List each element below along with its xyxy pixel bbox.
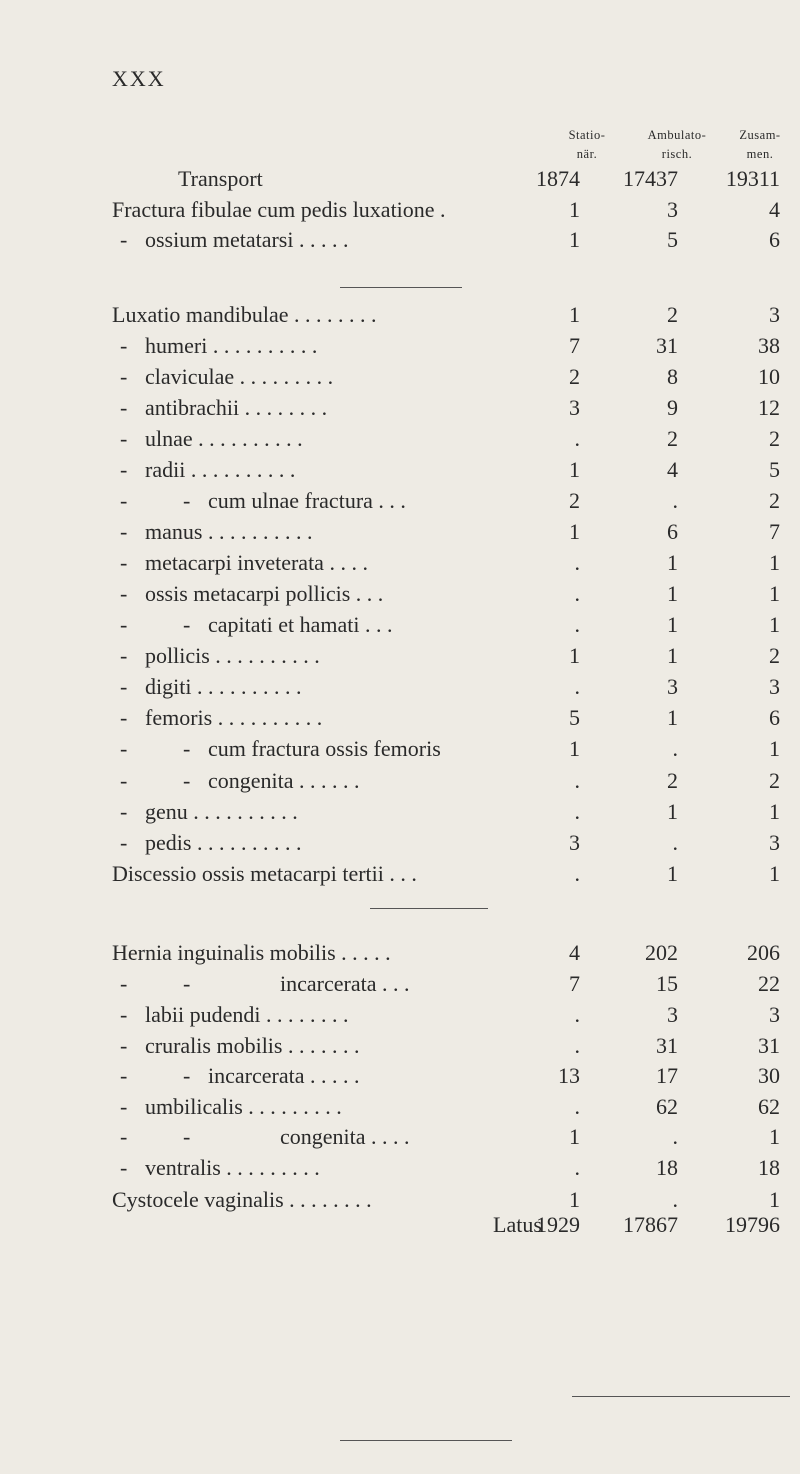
stationar-value: 2 bbox=[569, 488, 580, 513]
table-row bbox=[0, 486, 800, 516]
stationar-value: . bbox=[574, 799, 580, 824]
zusammen-value: 1 bbox=[769, 799, 780, 824]
ambulatorisch-value: 6 bbox=[667, 519, 678, 544]
ambulatorisch-value: 3 bbox=[667, 674, 678, 699]
table-row bbox=[0, 195, 800, 225]
zusammen-value: 7 bbox=[769, 519, 780, 544]
row-label: Transport bbox=[178, 166, 263, 191]
ambulatorisch-value: 2 bbox=[667, 426, 678, 451]
stationar-value: 13 bbox=[558, 1063, 580, 1088]
ditto-mark: - bbox=[120, 705, 128, 730]
ditto-mark: - bbox=[120, 395, 128, 420]
ambulatorisch-value: 31 bbox=[656, 333, 678, 358]
stationar-value: 1 bbox=[569, 457, 580, 482]
stationar-value: . bbox=[574, 1033, 580, 1058]
table-row bbox=[0, 331, 800, 361]
zusammen-value: 1 bbox=[769, 550, 780, 575]
ambulatorisch-value: 1 bbox=[667, 581, 678, 606]
zusammen-value: 4 bbox=[769, 197, 780, 222]
ambulatorisch-value: 1 bbox=[667, 705, 678, 730]
ambulatorisch-value: 8 bbox=[667, 364, 678, 389]
row-label: femoris . . . . . . . . . . bbox=[145, 705, 323, 730]
ditto-mark: - bbox=[183, 768, 191, 793]
zusammen-value: 2 bbox=[769, 643, 780, 668]
table-row bbox=[0, 1092, 800, 1122]
ditto-mark: - bbox=[120, 519, 128, 544]
ditto-mark: - bbox=[183, 736, 191, 761]
ditto-mark: - bbox=[120, 581, 128, 606]
ditto-mark: - bbox=[120, 643, 128, 668]
ditto-mark: - bbox=[183, 612, 191, 637]
table-row bbox=[0, 393, 800, 423]
zusammen-value: 3 bbox=[769, 830, 780, 855]
ditto-mark: - bbox=[120, 1155, 128, 1180]
ambulatorisch-value: 9 bbox=[667, 395, 678, 420]
stationar-value: 1 bbox=[569, 736, 580, 761]
row-label: ossium metatarsi . . . . . bbox=[145, 227, 349, 252]
row-label: cum ulnae fractura . . . bbox=[208, 488, 406, 513]
stationar-value: 1 bbox=[569, 227, 580, 252]
stationar-value: . bbox=[574, 1094, 580, 1119]
ambulatorisch-value: 202 bbox=[645, 940, 678, 965]
table-row bbox=[0, 300, 800, 330]
table-row bbox=[0, 969, 800, 999]
column-header-stationar: Statio- när. bbox=[568, 128, 606, 161]
row-label: manus . . . . . . . . . . bbox=[145, 519, 313, 544]
ambulatorisch-value: 62 bbox=[656, 1094, 678, 1119]
column-header-ambulatorisch: Ambulato- risch. bbox=[647, 128, 707, 161]
table-row bbox=[0, 548, 800, 578]
ditto-mark: - bbox=[120, 830, 128, 855]
total-rule bbox=[572, 1396, 790, 1397]
zusammen-value: 1 bbox=[769, 581, 780, 606]
ditto-mark: - bbox=[120, 971, 128, 996]
column-headers bbox=[0, 126, 800, 166]
zusammen-value: 2 bbox=[769, 768, 780, 793]
ambulatorisch-value: 2 bbox=[667, 768, 678, 793]
zusammen-value: 3 bbox=[769, 302, 780, 327]
row-label: capitati et hamati . . . bbox=[208, 612, 393, 637]
ambulatorisch-value: 3 bbox=[667, 197, 678, 222]
ambulatorisch-value: 1 bbox=[667, 799, 678, 824]
total-row bbox=[0, 164, 800, 194]
zusammen-value: 6 bbox=[769, 227, 780, 252]
ambulatorisch-value: 15 bbox=[656, 971, 678, 996]
ditto-mark: - bbox=[183, 1124, 191, 1149]
table-row bbox=[0, 362, 800, 392]
ditto-mark: - bbox=[183, 488, 191, 513]
table-row bbox=[0, 225, 800, 255]
ditto-mark: - bbox=[120, 227, 128, 252]
zusammen-value: 19796 bbox=[725, 1212, 780, 1237]
stationar-value: . bbox=[574, 426, 580, 451]
stationar-value: . bbox=[574, 1002, 580, 1027]
ditto-mark: - bbox=[120, 550, 128, 575]
row-label: pollicis . . . . . . . . . . bbox=[145, 643, 320, 668]
stationar-value: 1 bbox=[569, 643, 580, 668]
ambulatorisch-value: 1 bbox=[667, 612, 678, 637]
table-row bbox=[0, 579, 800, 609]
table-row bbox=[0, 859, 800, 889]
table-row bbox=[0, 1153, 800, 1183]
column-header-zusammen: Zusam- men. bbox=[739, 128, 781, 161]
ambulatorisch-value: 5 bbox=[667, 227, 678, 252]
ditto-mark: - bbox=[120, 1033, 128, 1058]
stationar-value: . bbox=[574, 768, 580, 793]
ditto-mark: - bbox=[120, 333, 128, 358]
table-row bbox=[0, 766, 800, 796]
table-row bbox=[0, 938, 800, 968]
ambulatorisch-value: . bbox=[672, 830, 678, 855]
table-row bbox=[0, 641, 800, 671]
ambulatorisch-value: 2 bbox=[667, 302, 678, 327]
row-label: antibrachii . . . . . . . . bbox=[145, 395, 328, 420]
row-label: congenita . . . . bbox=[280, 1124, 410, 1149]
table-row bbox=[0, 455, 800, 485]
ditto-mark: - bbox=[120, 364, 128, 389]
ditto-mark: - bbox=[120, 1002, 128, 1027]
section-divider bbox=[370, 908, 488, 909]
stationar-value: 7 bbox=[569, 971, 580, 996]
row-label: ulnae . . . . . . . . . . bbox=[145, 426, 303, 451]
ditto-mark: - bbox=[120, 1063, 128, 1088]
zusammen-value: 1 bbox=[769, 1124, 780, 1149]
zusammen-value: 1 bbox=[769, 736, 780, 761]
stationar-value: 1 bbox=[569, 1187, 580, 1212]
row-label: Luxatio mandibulae . . . . . . . . bbox=[112, 302, 377, 327]
stationar-value: . bbox=[574, 581, 580, 606]
zusammen-value: 2 bbox=[769, 426, 780, 451]
ambulatorisch-value: 4 bbox=[667, 457, 678, 482]
section-divider bbox=[340, 1440, 512, 1441]
row-label: Discessio ossis metacarpi tertii . . . bbox=[112, 861, 417, 886]
stationar-value: . bbox=[574, 550, 580, 575]
row-label: incarcerata . . . . . bbox=[208, 1063, 360, 1088]
row-label: labii pudendi . . . . . . . . bbox=[145, 1002, 349, 1027]
zusammen-value: 30 bbox=[758, 1063, 780, 1088]
ditto-mark: - bbox=[120, 1124, 128, 1149]
ditto-mark: - bbox=[120, 768, 128, 793]
zusammen-value: 3 bbox=[769, 1002, 780, 1027]
ditto-mark: - bbox=[120, 426, 128, 451]
table-row bbox=[0, 734, 800, 764]
table-row bbox=[0, 610, 800, 640]
section-divider bbox=[340, 287, 462, 288]
table-row bbox=[0, 517, 800, 547]
zusammen-value: 1 bbox=[769, 1187, 780, 1212]
zusammen-value: 18 bbox=[758, 1155, 780, 1180]
ditto-mark: - bbox=[120, 457, 128, 482]
ditto-mark: - bbox=[183, 971, 191, 996]
zusammen-value: 31 bbox=[758, 1033, 780, 1058]
ambulatorisch-value: . bbox=[672, 488, 678, 513]
ambulatorisch-value: . bbox=[672, 736, 678, 761]
table-row bbox=[0, 1031, 800, 1061]
row-label: claviculae . . . . . . . . . bbox=[145, 364, 334, 389]
table-row bbox=[0, 1000, 800, 1030]
zusammen-value: 3 bbox=[769, 674, 780, 699]
stationar-value: 3 bbox=[569, 395, 580, 420]
stationar-value: 4 bbox=[569, 940, 580, 965]
table-row bbox=[0, 1122, 800, 1152]
row-label: cruralis mobilis . . . . . . . bbox=[145, 1033, 360, 1058]
zusammen-value: 5 bbox=[769, 457, 780, 482]
ambulatorisch-value: 17 bbox=[656, 1063, 678, 1088]
row-label: genu . . . . . . . . . . bbox=[145, 799, 298, 824]
total-row bbox=[0, 1210, 800, 1240]
ambulatorisch-value: 17437 bbox=[623, 166, 678, 191]
row-label: ossis metacarpi pollicis . . . bbox=[145, 581, 384, 606]
table-row bbox=[0, 703, 800, 733]
table-row bbox=[0, 424, 800, 454]
zusammen-value: 2 bbox=[769, 488, 780, 513]
zusammen-value: 38 bbox=[758, 333, 780, 358]
stationar-value: . bbox=[574, 674, 580, 699]
stationar-value: . bbox=[574, 612, 580, 637]
row-label: humeri . . . . . . . . . . bbox=[145, 333, 318, 358]
stationar-value: 5 bbox=[569, 705, 580, 730]
zusammen-value: 6 bbox=[769, 705, 780, 730]
row-label: Hernia inguinalis mobilis . . . . . bbox=[112, 940, 391, 965]
stationar-value: 1874 bbox=[536, 166, 580, 191]
ambulatorisch-value: . bbox=[672, 1124, 678, 1149]
stationar-value: 1929 bbox=[536, 1212, 580, 1237]
stationar-value: 2 bbox=[569, 364, 580, 389]
ambulatorisch-value: 1 bbox=[667, 861, 678, 886]
ambulatorisch-value: 3 bbox=[667, 1002, 678, 1027]
zusammen-value: 62 bbox=[758, 1094, 780, 1119]
row-label: ventralis . . . . . . . . . bbox=[145, 1155, 320, 1180]
zusammen-value: 1 bbox=[769, 612, 780, 637]
stationar-value: 1 bbox=[569, 302, 580, 327]
row-label: metacarpi inveterata . . . . bbox=[145, 550, 368, 575]
stationar-value: . bbox=[574, 1155, 580, 1180]
stationar-value: . bbox=[574, 861, 580, 886]
ditto-mark: - bbox=[120, 799, 128, 824]
stationar-value: 1 bbox=[569, 519, 580, 544]
table-row bbox=[0, 1061, 800, 1091]
row-label: congenita . . . . . . bbox=[208, 768, 360, 793]
row-label: umbilicalis . . . . . . . . . bbox=[145, 1094, 342, 1119]
zusammen-value: 22 bbox=[758, 971, 780, 996]
row-label: incarcerata . . . bbox=[280, 971, 410, 996]
zusammen-value: 1 bbox=[769, 861, 780, 886]
stationar-value: 7 bbox=[569, 333, 580, 358]
ditto-mark: - bbox=[120, 736, 128, 761]
page-number: XXX bbox=[112, 66, 166, 91]
ambulatorisch-value: . bbox=[672, 1187, 678, 1212]
ambulatorisch-value: 1 bbox=[667, 643, 678, 668]
table-row bbox=[0, 828, 800, 858]
zusammen-value: 12 bbox=[758, 395, 780, 420]
zusammen-value: 10 bbox=[758, 364, 780, 389]
row-label: pedis . . . . . . . . . . bbox=[145, 830, 302, 855]
zusammen-value: 206 bbox=[747, 940, 780, 965]
ditto-mark: - bbox=[120, 674, 128, 699]
table-row bbox=[0, 672, 800, 702]
row-label: radii . . . . . . . . . . bbox=[145, 457, 296, 482]
zusammen-value: 19311 bbox=[725, 166, 780, 191]
stationar-value: 3 bbox=[569, 830, 580, 855]
ambulatorisch-value: 1 bbox=[667, 550, 678, 575]
stationar-value: 1 bbox=[569, 197, 580, 222]
row-label: cum fractura ossis femoris bbox=[208, 736, 441, 761]
row-label: Latus bbox=[493, 1212, 542, 1237]
ambulatorisch-value: 31 bbox=[656, 1033, 678, 1058]
row-label: Cystocele vaginalis . . . . . . . . bbox=[112, 1187, 372, 1212]
ambulatorisch-value: 17867 bbox=[623, 1212, 678, 1237]
row-label: Fractura fibulae cum pedis luxatione . bbox=[112, 197, 446, 222]
stationar-value: 1 bbox=[569, 1124, 580, 1149]
table-row bbox=[0, 797, 800, 827]
ditto-mark: - bbox=[120, 612, 128, 637]
ambulatorisch-value: 18 bbox=[656, 1155, 678, 1180]
ditto-mark: - bbox=[120, 488, 128, 513]
ditto-mark: - bbox=[183, 1063, 191, 1088]
row-label: digiti . . . . . . . . . . bbox=[145, 674, 302, 699]
ditto-mark: - bbox=[120, 1094, 128, 1119]
